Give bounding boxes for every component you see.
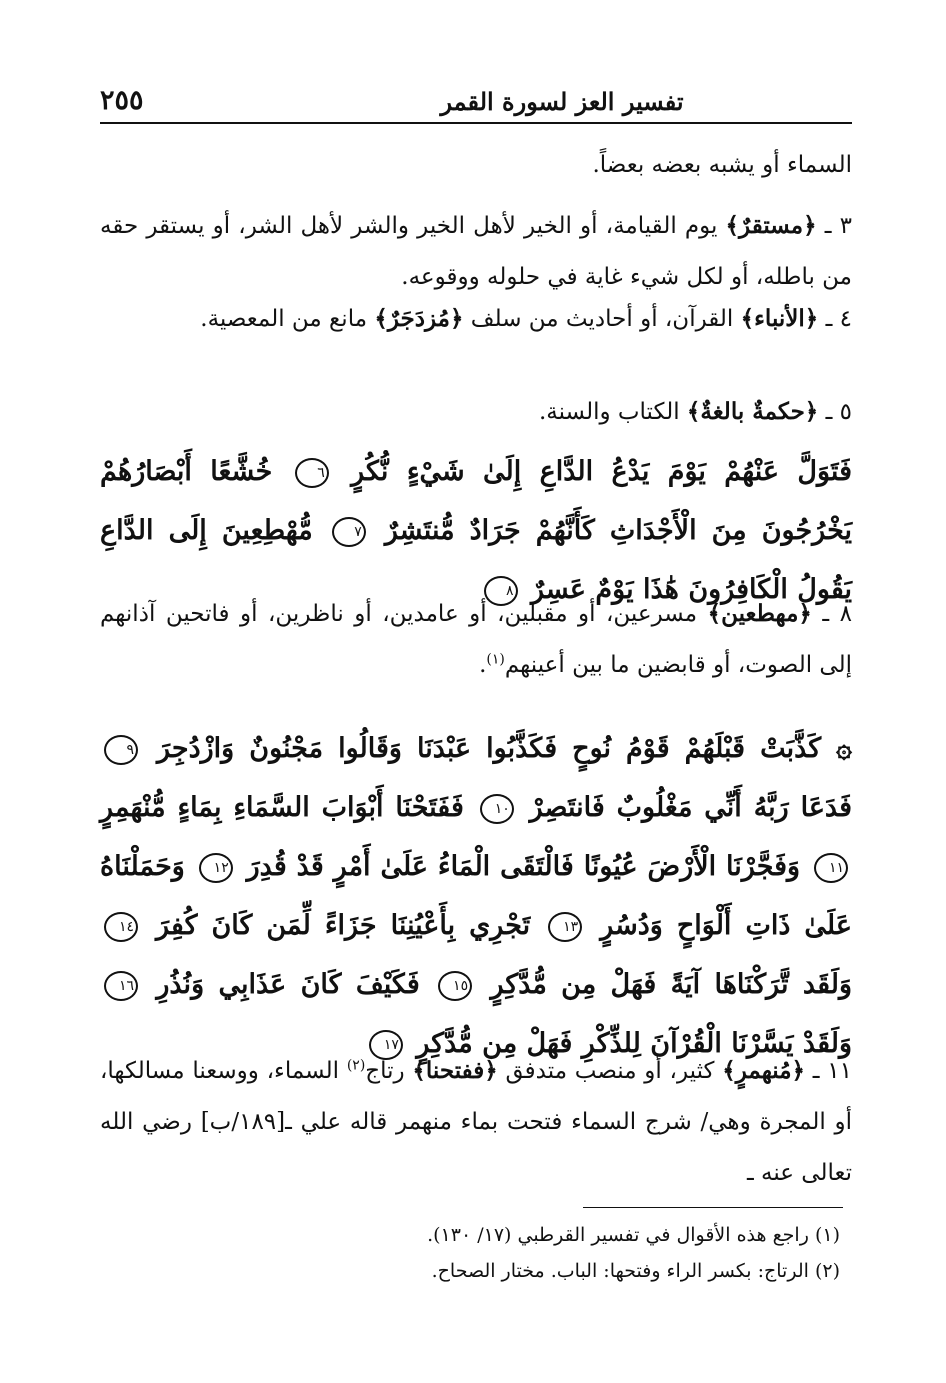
- quran-verse: فَفَتَحْنَا أَبْوَابَ السَّمَاءِ بِمَاءٍ مُّنْهَمِرٍ: [100, 792, 464, 823]
- ayah-number-marker: ١١: [814, 853, 848, 883]
- paragraph-text: السماء أو يشبه بعضه بعضاً.: [592, 152, 852, 178]
- quran-verse: مُّهْطِعِينَ إِلَى الدَّاعِ يَقُولُ الْكَافِرُونَ هَٰذَا يَوْمٌ عَسِرٌ: [100, 515, 852, 605]
- quran-verse: فَكَيْفَ كَانَ عَذَابِي وَنُذُرِ: [156, 969, 420, 1000]
- quran-passage-2: [100, 719, 852, 1073]
- running-title: تفسير العز لسورة القمر: [440, 87, 684, 116]
- footnote-number: (١): [814, 1224, 840, 1246]
- ayah-number-marker: ١٠: [480, 794, 514, 824]
- ayah-number-marker: ١٧: [369, 1030, 403, 1060]
- footnote-divider: [583, 1207, 843, 1208]
- paragraph-number: ٤ ـ: [825, 306, 852, 332]
- quranic-term: ﴿الأنباء﴾: [740, 305, 819, 332]
- paragraph-8: [100, 588, 852, 691]
- ayah-number-marker: ٩: [104, 735, 138, 765]
- quran-verse: وَلَقَدْ يَسَّرْنَا الْقُرْآنَ لِلذِّكْرِ فَهَلْ مِن مُّدَّكِرٍ: [416, 1028, 852, 1059]
- paragraph-text: مسرعين، أو مقبلين، أو عامدين، أو ناظرين، أو فاتحين آذانهم إلى الصوت، أو قابضين ما بين أعينهم: [100, 601, 852, 678]
- paragraph-text: كثير، أو منصب متدفق: [505, 1058, 715, 1084]
- quranic-term: ﴿مهطعين﴾: [707, 600, 812, 627]
- ayah-number-marker: ١٢: [199, 853, 233, 883]
- ayah-number-marker: ١٥: [438, 971, 472, 1001]
- quran-verse: تَجْرِي بِأَعْيُنِنَا جَزَاءً لِّمَن كَانَ كُفِرَ: [156, 910, 531, 941]
- paragraph-4: [100, 293, 852, 345]
- ayah-number-marker: ٧: [332, 517, 366, 547]
- paragraph-3: [100, 200, 852, 303]
- paragraph-text: مانع من المعصية.: [200, 306, 368, 332]
- quran-verse: وَلَقَد تَّرَكْنَاهَا آيَةً فَهَلْ مِن مُّدَّكِرٍ: [490, 969, 853, 1000]
- quranic-term: ﴿حكمةٌ بالغةٌ﴾: [686, 398, 819, 425]
- paragraph-text: يوم القيامة، أو الخير لأهل الخير والشر لأهل الشر، أو يستقر حقه من باطله، أو لكل شيء غاية في حلوله ووقوعه.: [100, 213, 852, 290]
- quranic-term: ﴿ففتحنا﴾: [412, 1057, 498, 1084]
- footnote-2: [100, 1256, 840, 1286]
- paragraph-number: ١١ ـ: [812, 1058, 852, 1084]
- paragraph-intro: [100, 140, 852, 191]
- quran-verse: فَدَعَا رَبَّهُ أَنِّي مَغْلُوبٌ فَانتَصِرْ: [529, 792, 853, 823]
- page-number: ٢٥٥: [100, 85, 144, 116]
- ayah-number-marker: ٨: [484, 576, 518, 606]
- footnote-text: الرتاج: بكسر الراء وفتحها: الباب. مختار الصحاح.: [431, 1260, 809, 1282]
- paragraph-11: [100, 1045, 852, 1199]
- ayah-number-marker: ١٦: [104, 971, 138, 1001]
- quran-verse: خُشَّعًا أَبْصَارُهُمْ يَخْرُجُونَ مِنَ الْأَجْدَاثِ كَأَنَّهُمْ جَرَادٌ مُّنتَشِرٌ: [100, 456, 853, 546]
- paragraph-number: ٨ ـ: [822, 601, 853, 627]
- paragraph-text: رتاج: [365, 1058, 405, 1084]
- paragraph-number: ٣ ـ: [824, 213, 853, 239]
- quranic-term: ﴿مُنهمرٍ﴾: [722, 1057, 806, 1084]
- paragraph-text: السماء، ووسعنا مسالكها، أو المجرة وهي/ شرج السماء فتحت بماء منهمر قاله علي ـ[١٨٩/ب] رضي الله تعالى عنه ـ: [100, 1058, 853, 1186]
- paragraph-text: القرآن، أو أحاديث من سلف: [470, 306, 734, 332]
- quranic-term: ﴿مستقرٌ﴾: [725, 212, 817, 239]
- ayah-number-marker: ٦: [295, 458, 329, 488]
- quran-verse: ۞ كَذَّبَتْ قَبْلَهُمْ قَوْمُ نُوحٍ فَكَذَّبُوا عَبْدَنَا وَقَالُوا مَجْنُونٌ وَازْدُجِرَ: [157, 733, 852, 764]
- quranic-term: ﴿مُزدَجَرٌ﴾: [374, 305, 464, 332]
- footnote-reference: (١): [486, 651, 505, 668]
- footnote-number: (٢): [814, 1260, 840, 1282]
- paragraph-end-mark: .: [479, 652, 487, 678]
- paragraph-number: ٥ ـ: [825, 399, 852, 425]
- ayah-number-marker: ١٤: [104, 912, 138, 942]
- quran-verse: فَتَوَلَّ عَنْهُمْ يَوْمَ يَدْعُ الدَّاعِ إِلَىٰ شَيْءٍ نُّكُرٍ: [351, 456, 852, 487]
- footnote-reference: (٢): [346, 1057, 366, 1074]
- footnote-text: راجع هذه الأقوال في تفسير القرطبي (١٧/ ١٣٠).: [427, 1224, 809, 1246]
- quran-verse: وَفَجَّرْنَا الْأَرْضَ عُيُونًا فَالْتَقَى الْمَاءُ عَلَىٰ أَمْرٍ قَدْ قُدِرَ: [246, 851, 801, 882]
- footnote-1: [100, 1220, 840, 1250]
- quran-verse: وَحَمَلْنَاهُ عَلَىٰ ذَاتِ أَلْوَاحٍ وَدُسُرٍ: [100, 851, 852, 941]
- paragraph-text: الكتاب والسنة.: [538, 399, 680, 425]
- paragraph-5: [100, 386, 852, 438]
- ayah-number-marker: ١٣: [548, 912, 582, 942]
- page-header: [100, 78, 852, 124]
